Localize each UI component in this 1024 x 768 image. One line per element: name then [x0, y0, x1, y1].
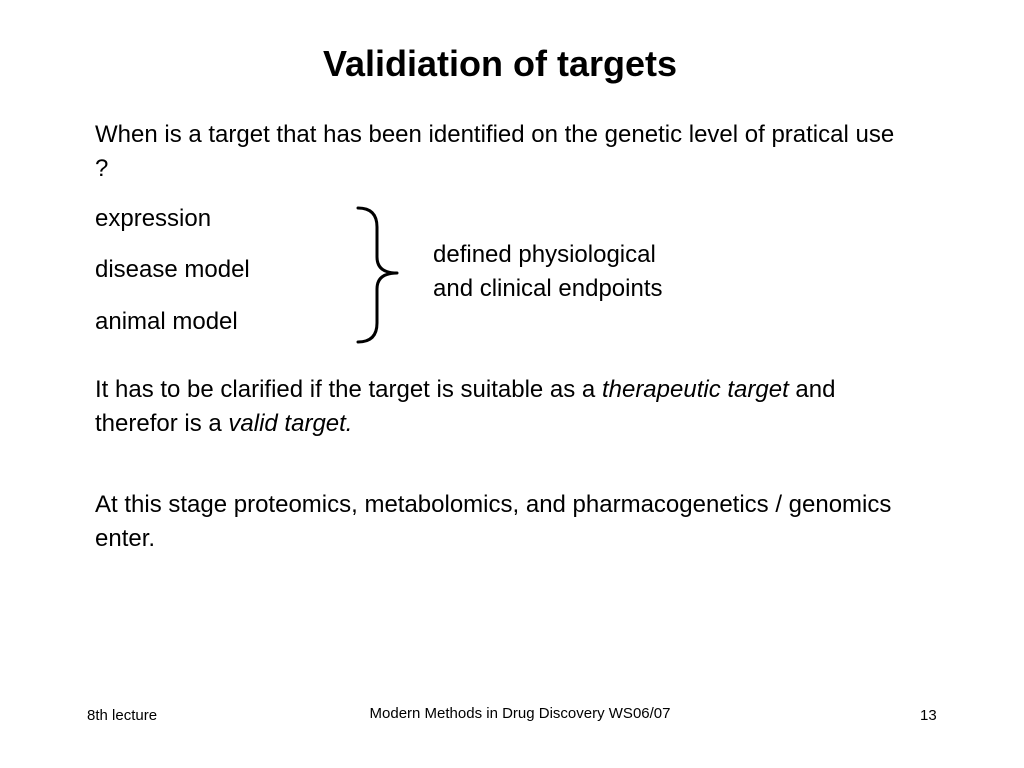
right-brace-icon — [355, 205, 405, 345]
question-text: When is a target that has been identified on the genetic level of pratical use ? — [95, 121, 895, 182]
stage-paragraph: At this stage proteomics, metabolomics, and pharmacogenetics / genomics enter. — [95, 491, 892, 552]
footer-course-title: Modern Methods in Drug Discovery WS06/07 — [369, 705, 671, 722]
clarify-italic-therapeutic-target: therapeutic target — [601, 376, 789, 403]
endpoints-line-1: defined physiological — [433, 241, 656, 268]
page-number: 13 — [920, 707, 937, 724]
endpoints-line-2: and clinical endpoints — [433, 275, 663, 302]
list-item-animal-model: animal model — [95, 308, 238, 335]
list-item-expression: expression — [95, 205, 212, 232]
clarify-italic-valid-target: valid target. — [228, 410, 353, 437]
slide-title: Validiation of targets — [322, 43, 678, 84]
footer-lecture: 8th lecture — [87, 707, 158, 724]
list-item-disease-model: disease model — [95, 256, 250, 283]
endpoints-label — [433, 238, 753, 306]
clarify-paragraph — [95, 373, 895, 441]
clarify-text-1: It has to be clarified if the target is suitable as a — [95, 376, 602, 403]
clarify-text-2: and therefor is a — [95, 376, 836, 437]
